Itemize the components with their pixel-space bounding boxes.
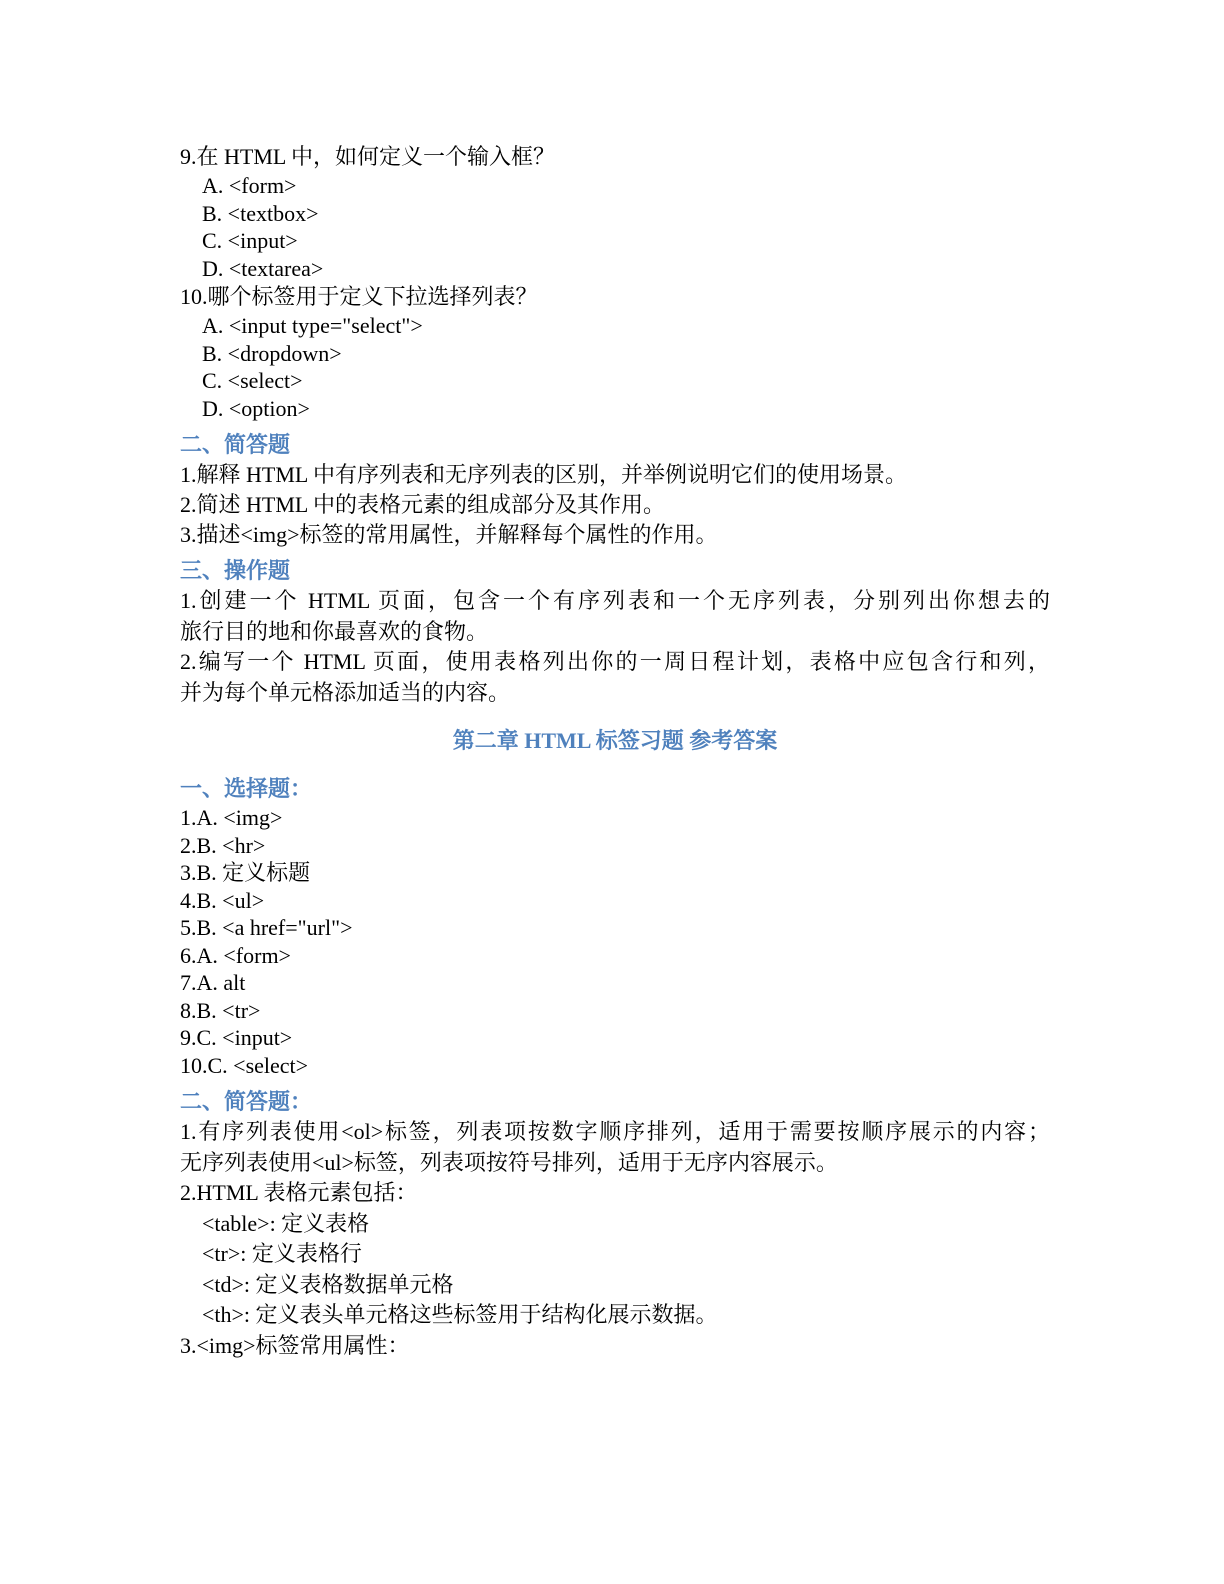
answer-short-2-item-2: <tr>: 定义表格行 xyxy=(202,1241,362,1266)
question-9-option-c: C. <input> xyxy=(202,228,298,253)
document-page xyxy=(180,142,1050,1361)
short-answer-item-1: 1.解释 HTML 中有序列表和无序列表的区别，并举例说明它们的使用场景。 xyxy=(180,462,908,487)
question-10-stem: 10.哪个标签用于定义下拉选择列表？ xyxy=(180,284,538,309)
answer-short-2-item-3: <td>: 定义表格数据单元格 xyxy=(202,1271,454,1297)
answer-choice-2: 2.B. <hr> xyxy=(180,832,266,858)
question-10-option-c: C. <select> xyxy=(202,368,303,393)
answer-choice-4: 4.B. <ul> xyxy=(180,887,265,913)
question-10-option-d: D. <option> xyxy=(202,395,310,421)
practice-item-1-line-1: 1.创建一个 HTML 页面，包含一个有序列表和一个无序列表，分别列出你想去的 xyxy=(180,588,1050,613)
answer-choice-9: 9.C. <input> xyxy=(180,1025,293,1050)
answer-choice-1: 1.A. <img> xyxy=(180,805,283,830)
practice-item-2 xyxy=(180,647,1050,708)
answer-short-3-stem: 3.<img>标签常用属性： xyxy=(180,1332,410,1358)
question-9-option-a: A. <form> xyxy=(202,173,297,198)
practice-item-1 xyxy=(180,586,1050,647)
answer-short-1-line-2: 无序列表使用<ul>标签，列表项按符号排列，适用于无序内容展示。 xyxy=(180,1149,838,1175)
answer-short-2-item-4: <th>: 定义表头单元格这些标签用于结构化展示数据。 xyxy=(202,1302,718,1327)
short-answer-item-2: 2.简述 HTML 中的表格元素的组成部分及其作用。 xyxy=(180,492,666,517)
practice-item-1-line-2: 旅行目的地和你最喜欢的食物。 xyxy=(180,618,489,644)
answer-choice-10: 10.C. <select> xyxy=(180,1052,309,1078)
answer-short-1-line-1: 1.有序列表使用<ol>标签，列表项按数字顺序排列，适用于需要按顺序展示的内容； xyxy=(180,1119,1050,1144)
answer-short-2-item-1: <table>: 定义表格 xyxy=(202,1210,370,1236)
answers-choice-heading: 一、选择题： xyxy=(180,776,313,801)
question-9-option-b: B. <textbox> xyxy=(202,200,319,226)
question-9-option-d: D. <textarea> xyxy=(202,255,324,281)
answer-choice-5: 5.B. <a href="url"> xyxy=(180,915,353,940)
answer-choice-6: 6.A. <form> xyxy=(180,942,291,968)
answer-choice-3: 3.B. 定义标题 xyxy=(180,860,311,885)
answers-short-heading: 二、简答题： xyxy=(180,1089,313,1114)
answer-choice-7: 7.A. alt xyxy=(180,970,246,995)
short-answer-item-3: 3.描述<img>标签的常用属性，并解释每个属性的作用。 xyxy=(180,522,718,547)
practice-heading: 三、操作题 xyxy=(180,558,291,583)
answer-short-2-stem: 2.HTML 表格元素包括： xyxy=(180,1180,418,1205)
question-10-option-a: A. <input type="select"> xyxy=(202,313,423,338)
answers-title: 第二章 HTML 标签习题 参考答案 xyxy=(452,728,778,753)
answer-choice-8: 8.B. <tr> xyxy=(180,997,261,1023)
short-answer-heading: 二、简答题 xyxy=(180,432,291,457)
practice-item-2-line-1: 2.编写一个 HTML 页面，使用表格列出你的一周日程计划，表格中应包含行和列， xyxy=(180,649,1050,674)
practice-item-2-line-2: 并为每个单元格添加适当的内容。 xyxy=(180,679,511,705)
answer-short-1 xyxy=(180,1117,1050,1178)
question-10-option-b: B. <dropdown> xyxy=(202,340,342,366)
question-9-stem: 9.在 HTML 中，如何定义一个输入框？ xyxy=(180,144,556,169)
